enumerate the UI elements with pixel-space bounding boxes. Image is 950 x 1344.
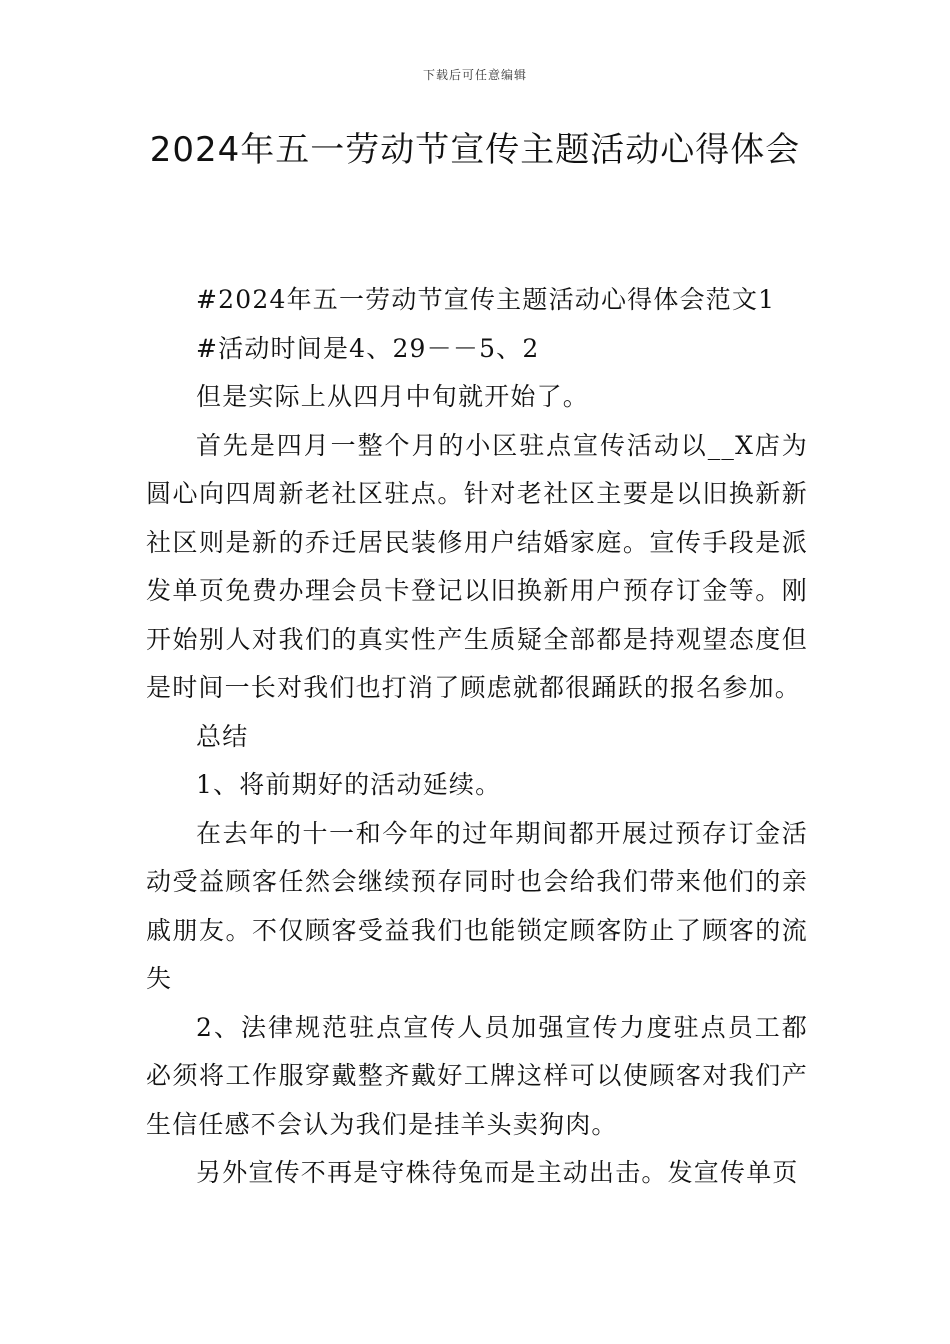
paragraph-point-2: 2、法律规范驻点宣传人员加强宣传力度驻点员工都必须将工作服穿戴整齐戴好工牌这样可以使顾客对我们产生信任感不会认为我们是挂羊头卖狗肉。 bbox=[146, 1012, 808, 1139]
header-note: 下载后可任意编辑 bbox=[422, 68, 527, 82]
document-title: 2024年五一劳动节宣传主题活动心得体会 bbox=[149, 130, 801, 170]
paragraph: 但是实际上从四月中旬就开始了。 bbox=[196, 382, 590, 411]
paragraph: 在去年的十一和今年的过年期间都开展过预存订金活动受益顾客任然会继续预存同时也会给我们带来他们的亲戚朋友。不仅顾客受益我们也能锁定顾客防止了顾客的流失 bbox=[146, 818, 808, 993]
paragraph: 首先是四月一整个月的小区驻点宣传活动以__X店为圆心向四周新老社区驻点。针对老社区主要是以旧换新新社区则是新的乔迁居民装修用户结婚家庭。宣传手段是派发单页免费办理会员卡登记以旧换新用户预存订金等。刚开始别人对我们的真实性产生质疑全部都是持观望态度但是时间一长对我们也打消了顾虑就都很踊跃的报名参加。 bbox=[146, 430, 808, 702]
paragraph-summary-heading: 总结 bbox=[196, 721, 249, 751]
paragraph: 另外宣传不再是守株待兔而是主动出击。发宣传单页 bbox=[196, 1158, 799, 1187]
paragraph-heading: #2024年五一劳动节宣传主题活动心得体会范文1 bbox=[196, 285, 776, 314]
document-body bbox=[146, 276, 808, 1198]
paragraph-activity-time: #活动时间是4、29－－5、2 bbox=[196, 333, 540, 363]
paragraph-point-1: 1、将前期好的活动延续。 bbox=[196, 770, 502, 799]
